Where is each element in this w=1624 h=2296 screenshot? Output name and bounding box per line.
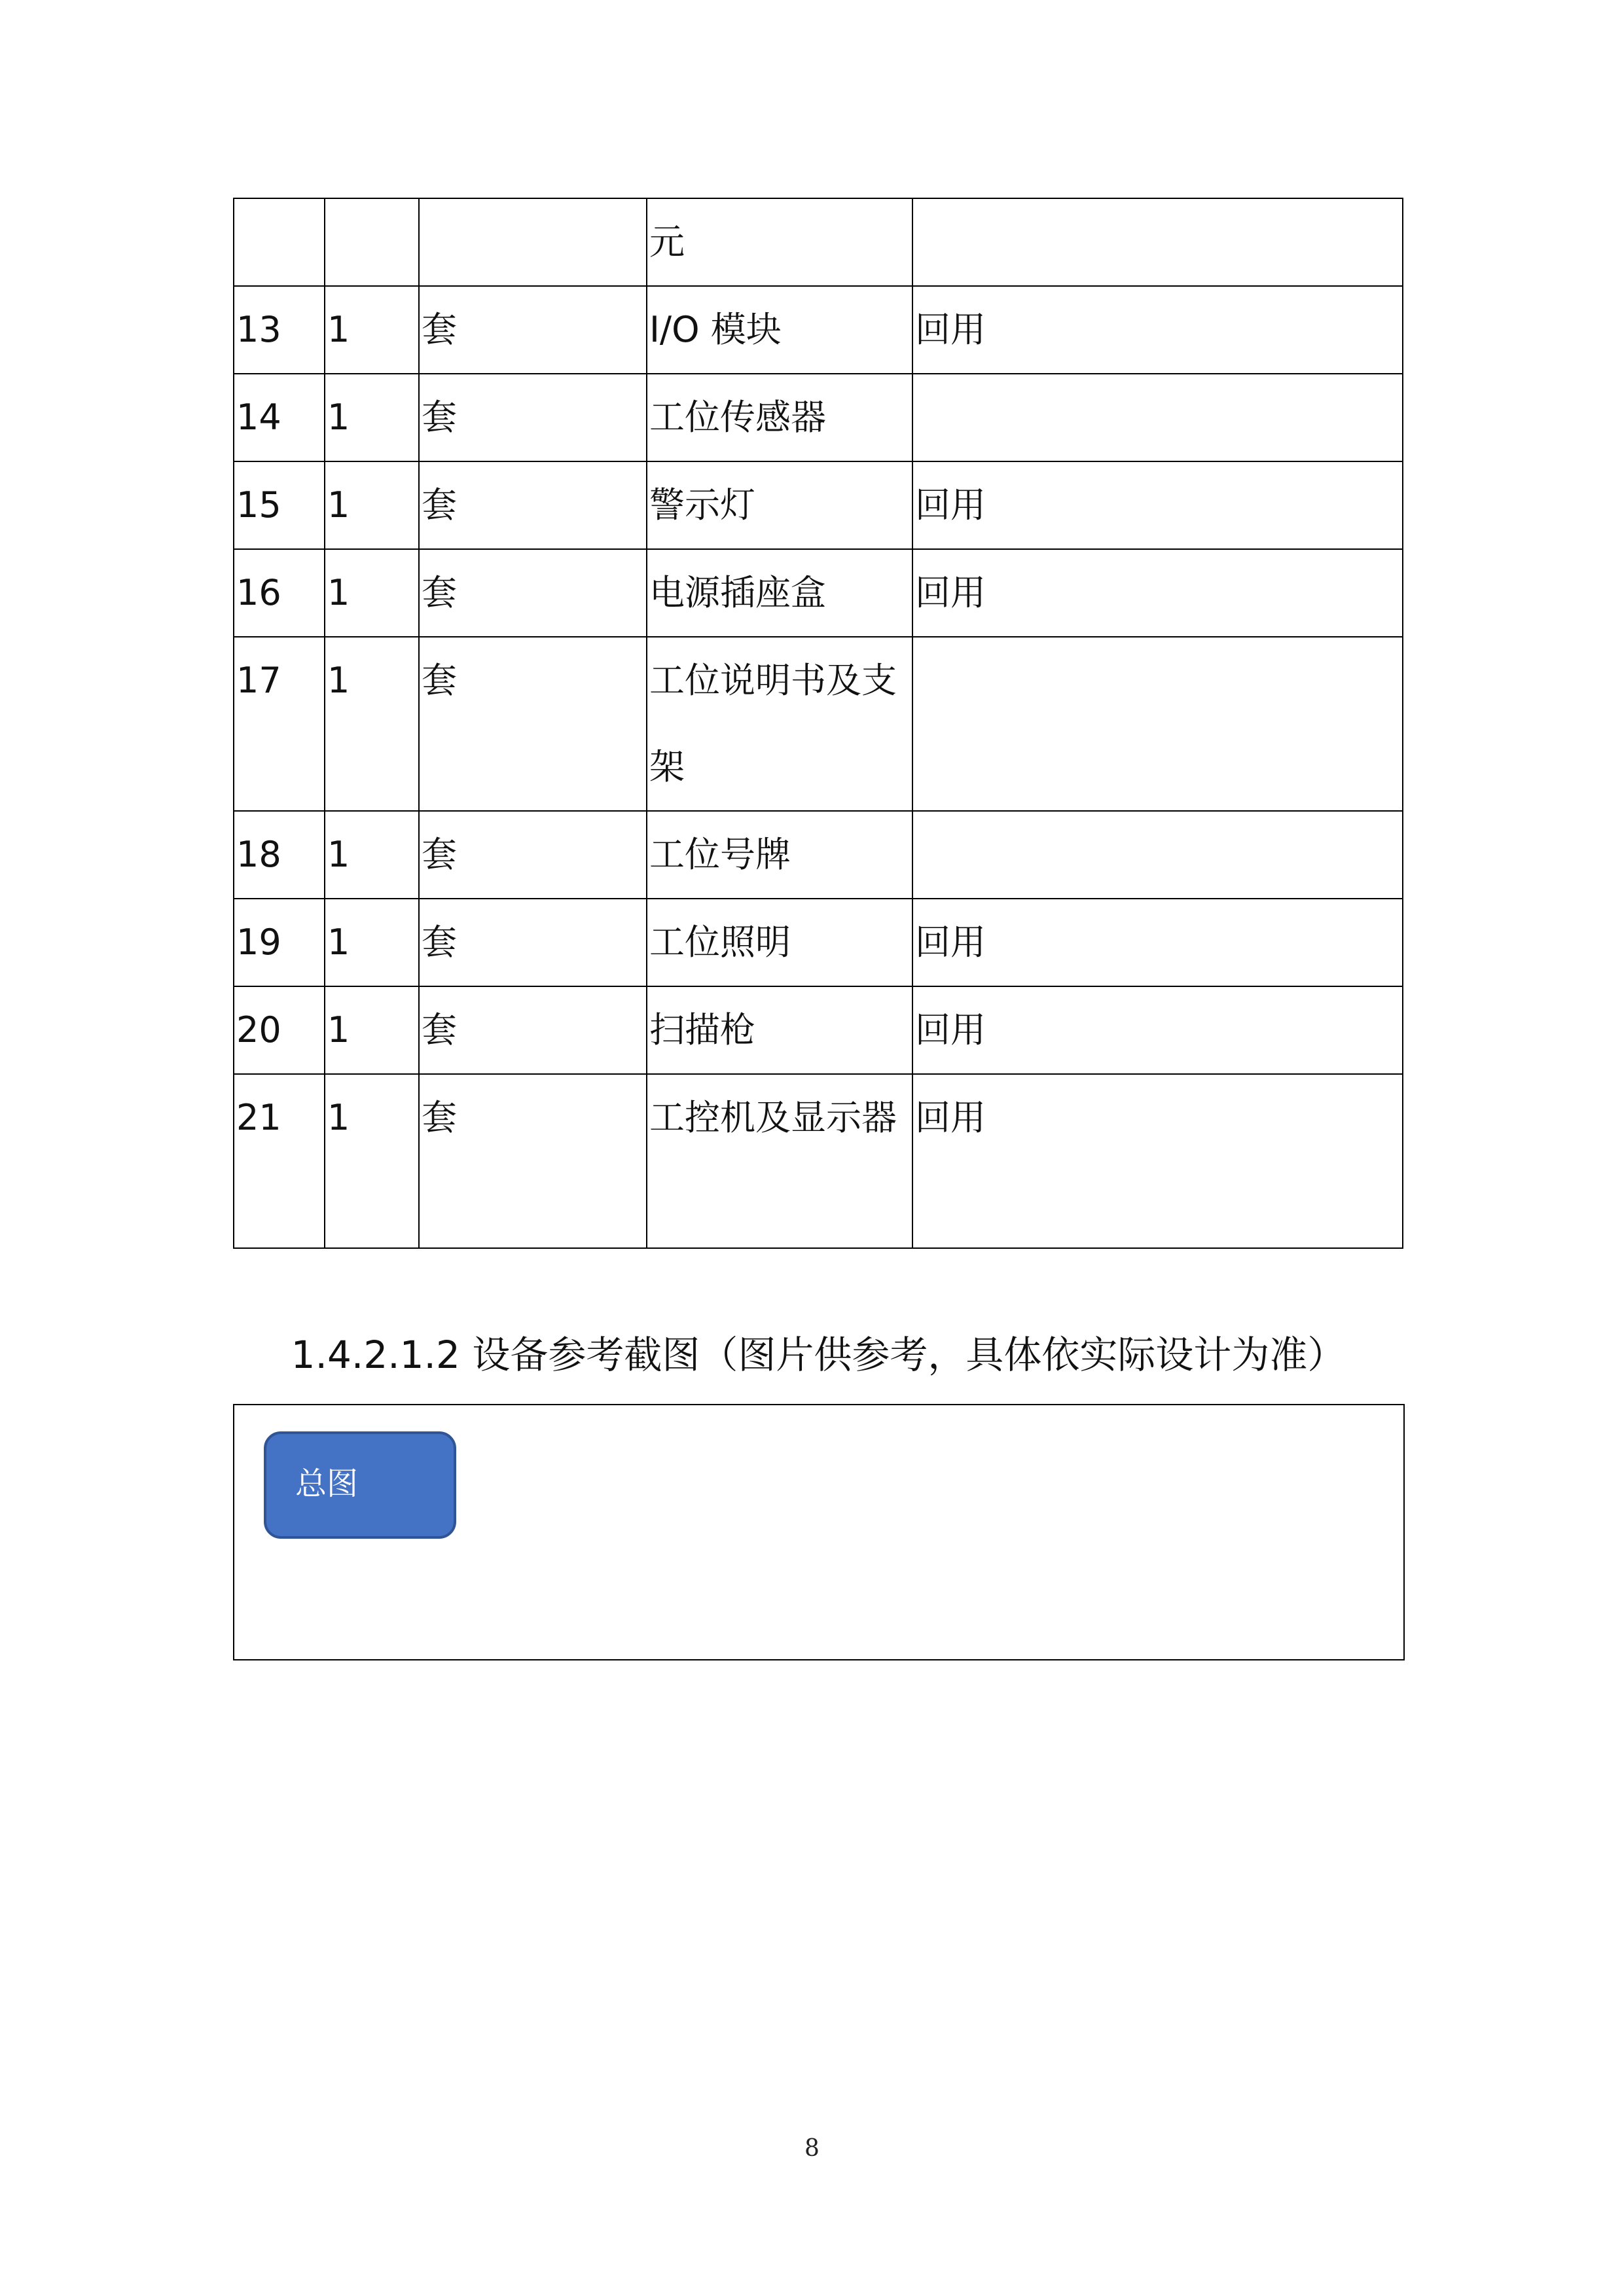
cell-unit: [419, 198, 647, 286]
table-row: [234, 899, 1403, 986]
cell-note: 回用: [912, 549, 1403, 637]
cell-quantity: 1: [325, 637, 419, 811]
overview-button[interactable]: 总图: [264, 1431, 456, 1539]
cell-number: 18: [234, 811, 325, 899]
cell-note: [912, 374, 1403, 461]
cell-name: 电源插座盒: [647, 549, 912, 637]
table-row: [234, 461, 1403, 549]
cell-quantity: 1: [325, 374, 419, 461]
cell-number: [234, 198, 325, 286]
cell-unit: 套: [419, 986, 647, 1074]
cell-unit: 套: [419, 899, 647, 986]
page-number: 8: [804, 2135, 820, 2162]
cell-name: 工位传感器: [647, 374, 912, 461]
cell-name: I/O 模块: [647, 286, 912, 374]
cell-quantity: [325, 198, 419, 286]
cell-unit: 套: [419, 811, 647, 899]
cell-unit: 套: [419, 374, 647, 461]
table-row: [234, 811, 1403, 899]
cell-note: 回用: [912, 1074, 1403, 1248]
cell-number: 21: [234, 1074, 325, 1248]
equipment-table: [233, 198, 1403, 1249]
cell-unit: 套: [419, 637, 647, 811]
table-row: [234, 1074, 1403, 1248]
table-row: [234, 286, 1403, 374]
cell-unit: 套: [419, 1074, 647, 1248]
cell-quantity: 1: [325, 549, 419, 637]
table-row: [234, 549, 1403, 637]
cell-name: 扫描枪: [647, 986, 912, 1074]
cell-note: 回用: [912, 986, 1403, 1074]
cell-number: 14: [234, 374, 325, 461]
cell-number: 16: [234, 549, 325, 637]
cell-quantity: 1: [325, 811, 419, 899]
cell-quantity: 1: [325, 1074, 419, 1248]
cell-quantity: 1: [325, 286, 419, 374]
cell-note: [912, 811, 1403, 899]
cell-name: 元: [647, 198, 912, 286]
figure-frame: [233, 1404, 1405, 1660]
cell-name: 工控机及显示器: [647, 1074, 912, 1248]
cell-note: 回用: [912, 899, 1403, 986]
table-row: [234, 986, 1403, 1074]
cell-note: [912, 198, 1403, 286]
cell-number: 13: [234, 286, 325, 374]
cell-note: [912, 637, 1403, 811]
cell-unit: 套: [419, 549, 647, 637]
cell-quantity: 1: [325, 986, 419, 1074]
cell-number: 17: [234, 637, 325, 811]
cell-number: 20: [234, 986, 325, 1074]
table-row: [234, 198, 1403, 286]
cell-unit: 套: [419, 286, 647, 374]
cell-note: 回用: [912, 286, 1403, 374]
cell-number: 19: [234, 899, 325, 986]
table-row: [234, 637, 1403, 811]
cell-unit: 套: [419, 461, 647, 549]
cell-name: 工位说明书及支架: [647, 637, 912, 811]
cell-name: 工位号牌: [647, 811, 912, 899]
section-caption: 1.4.2.1.2 设备参考截图（图片供参考，具体依实际设计为准）: [291, 1333, 1346, 1377]
cell-name: 工位照明: [647, 899, 912, 986]
cell-name: 警示灯: [647, 461, 912, 549]
cell-number: 15: [234, 461, 325, 549]
cell-quantity: 1: [325, 461, 419, 549]
cell-quantity: 1: [325, 899, 419, 986]
cell-note: 回用: [912, 461, 1403, 549]
table-row: [234, 374, 1403, 461]
